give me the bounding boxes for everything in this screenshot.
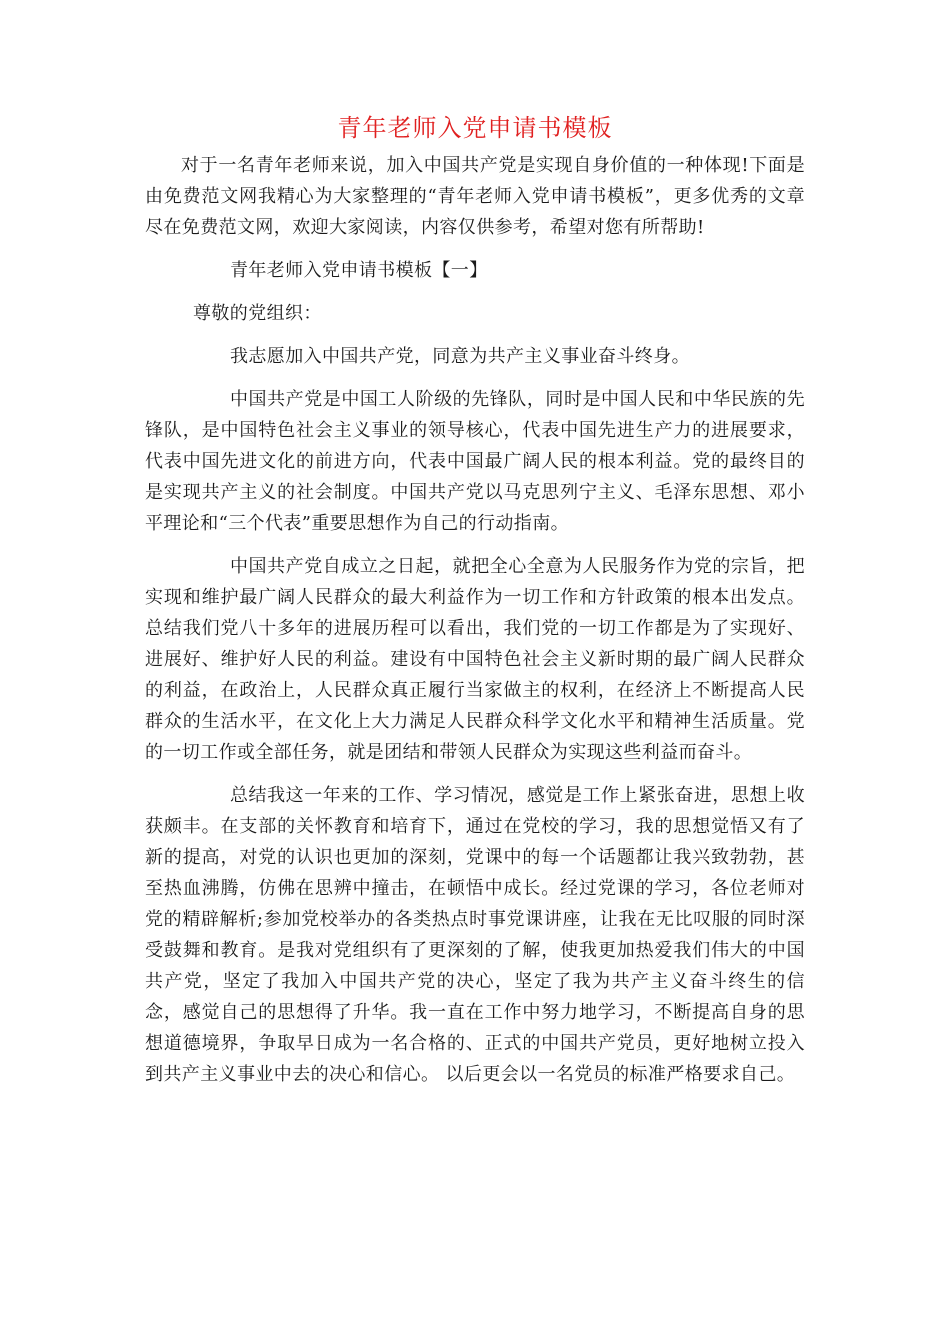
document-title: 青年老师入党申请书模板 bbox=[337, 114, 613, 142]
body-paragraph: 总结我这一年来的工作、学习情况，感觉是工作上紧张奋进，思想上收获颇丰。在支部的关怀教育和培育下，通过在党校的学习，我的思想觉悟又有了新的提高，对党的认识也更加的深刻，党课中的每一个话题都让我兴致勃勃，甚至热血沸腾，仿佛在思辨中撞击，在顿悟中成长。经过党课的学习，各位老师对党的精辟解析;参加党校举办的各类热点时事党课讲座，让我在无比叹服的同时深受鼓舞和教育。是我对党组织有了更深刻的了解，使我更加热爱我们伟大的中国共产党，坚定了我加入中国共产党的决心，坚定了我为共产主义奋斗终生的信念，感觉自己的思想得了升华。我一直在工作中努力地学习，不断提高自身的思想道德境界，争取早日成为一名合格的、正式的中国共产党员，更好地树立投入到共产主义事业中去的决心和信心。 以后更会以一名党员的标准严格要求自己。 bbox=[145, 785, 805, 1085]
body-paragraph: 中国共产党是中国工人阶级的先锋队，同时是中国人民和中华民族的先锋队，是中国特色社会主义事业的领导核心，代表中国先进生产力的进展要求，代表中国先进文化的前进方向，代表中国最广阔人民的根本利益。党的最终目的是实现共产主义的社会制度。中国共产党以马克思列宁主义、毛泽东思想、邓小平理论和“三个代表”重要思想作为自己的行动指南。 bbox=[145, 389, 805, 534]
salutation: 尊敬的党组织： bbox=[193, 303, 322, 324]
body-paragraph: 我志愿加入中国共产党，同意为共产主义事业奋斗终身。 bbox=[230, 346, 690, 367]
intro-paragraph: 对于一名青年老师来说，加入中国共产党是实现自身价值的一种体现!下面是由免费范文网我精心为大家整理的“青年老师入党申请书模板”，更多优秀的文章尽在免费范文网，欢迎大家阅读，内容仅供参考，希望对您有所帮助! bbox=[145, 155, 805, 238]
section-heading: 青年老师入党申请书模板【一】 bbox=[230, 260, 488, 281]
document-body bbox=[145, 110, 805, 1102]
body-paragraph: 中国共产党自成立之日起，就把全心全意为人民服务作为党的宗旨，把实现和维护最广阔人民群众的最大利益作为一切工作和方针政策的根本出发点。总结我们党八十多年的进展历程可以看出，我们党的一切工作都是为了实现好、进展好、维护好人民的利益。建设有中国特色社会主义新时期的最广阔人民群众的利益，在政治上，人民群众真正履行当家做主的权利，在经济上不断提高人民群众的生活水平，在文化上大力满足人民群众科学文化水平和精神生活质量。党的一切工作或全部任务，就是团结和带领人民群众为实现这些利益而奋斗。 bbox=[145, 556, 805, 763]
